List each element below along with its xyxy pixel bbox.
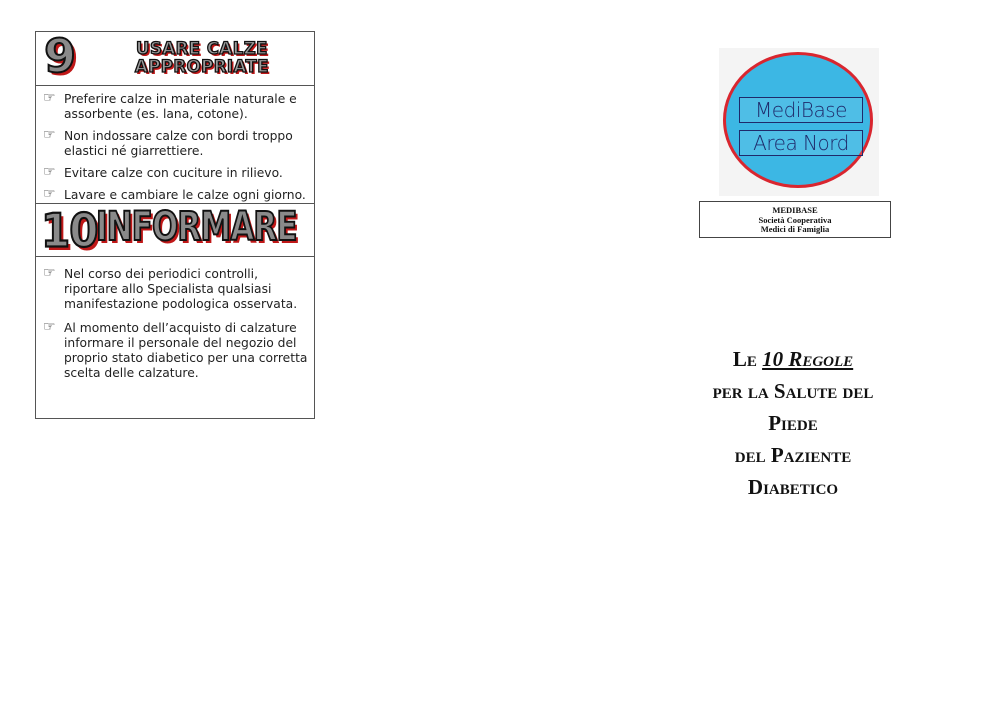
section-9-title-line1: USARE CALZE — [136, 39, 268, 58]
list-item — [43, 188, 308, 203]
document-title — [660, 343, 926, 503]
section-9-number: 9 — [44, 32, 77, 83]
list-item — [43, 267, 308, 312]
section-9-header — [36, 32, 314, 86]
coop-line1: MEDIBASE — [772, 205, 818, 215]
title-line2: per la Salute del — [712, 379, 874, 403]
cooperative-box — [699, 201, 891, 238]
section-10-header — [36, 203, 314, 257]
title-ten-rules: 10 Regole — [762, 347, 854, 371]
medibase-logo — [719, 48, 879, 196]
list-item-text: Evitare calze con cuciture in rilievo. — [64, 166, 283, 180]
leaflet-back-panel — [35, 31, 315, 419]
pointing-hand-icon: ☞ — [43, 265, 56, 281]
pointing-hand-icon: ☞ — [43, 319, 56, 335]
list-item-text: Al momento dell’acquisto di calzature informare il personale del negozio del proprio stato diabetico per una corretta scelta delle calzature. — [64, 321, 308, 380]
pointing-hand-icon: ☞ — [43, 186, 56, 202]
coop-line3: Medici di Famiglia — [760, 224, 830, 234]
section-10-list — [36, 257, 314, 381]
list-item-text: Nel corso dei periodici controlli, riportare allo Specialista qualsiasi manifestazione podologica osservata. — [64, 267, 298, 311]
section-10-number: 10 — [41, 203, 98, 257]
pointing-hand-icon: ☞ — [43, 127, 56, 143]
logo-line1: MediBase — [739, 97, 863, 123]
title-line1 — [660, 343, 926, 375]
pointing-hand-icon: ☞ — [43, 90, 56, 106]
section-10-title: INFORMARE — [96, 204, 297, 250]
section-9-title — [94, 40, 310, 76]
coop-line2: Società Cooperativa — [758, 214, 832, 225]
logo-line2: Area Nord — [739, 130, 863, 156]
section-9-title-line2: APPROPRIATE — [134, 57, 270, 76]
title-line3: Piede — [768, 411, 818, 435]
list-item — [43, 129, 308, 159]
list-item — [43, 92, 308, 122]
section-9-list — [36, 86, 314, 203]
logo-circle — [723, 52, 873, 188]
title-line4: del Paziente — [734, 443, 852, 467]
pointing-hand-icon: ☞ — [43, 164, 56, 180]
title-line5: Diabetico — [747, 475, 839, 499]
list-item-text: Preferire calze in materiale naturale e assorbente (es. lana, cotone). — [64, 92, 297, 121]
list-item — [43, 321, 308, 381]
list-item — [43, 166, 308, 181]
list-item-text: Non indossare calze con bordi troppo elastici né giarrettiere. — [64, 129, 293, 158]
title-word-le: Le — [732, 347, 757, 371]
list-item-text: Lavare e cambiare le calze ogni giorno. — [64, 188, 306, 202]
